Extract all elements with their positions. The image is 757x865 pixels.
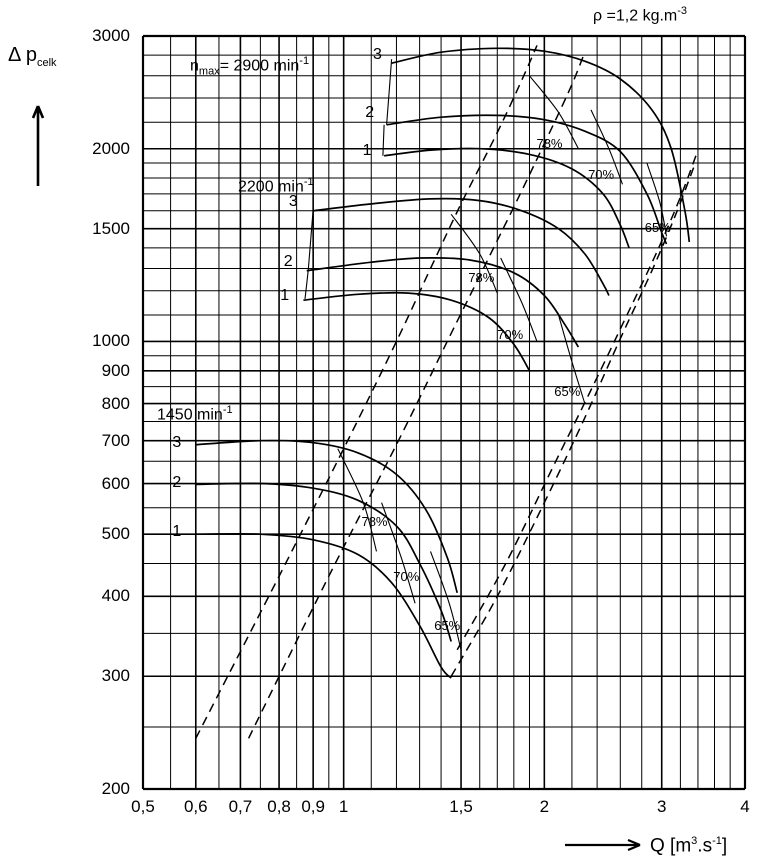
speed-label-1450: 1450 $\min^{-1}$ (157, 404, 233, 424)
curve-number-label: 3 (288, 192, 298, 210)
x-tick-label: 3 (656, 797, 667, 816)
efficiency-label: 70% (393, 569, 420, 585)
curve-number-label: 1 (362, 141, 372, 159)
y-tick-label: 200 (101, 779, 130, 798)
efficiency-label: 65% (644, 219, 671, 235)
curve-number-label: 3 (373, 46, 382, 64)
density-note: ρ =1,2 $kg.m^{-3}$ (593, 5, 688, 25)
left-connector-2900b (383, 125, 384, 156)
x-axis-arrow (565, 840, 640, 850)
y-tick-label: 1000 (92, 331, 130, 351)
x-tick-label: 1,5 (449, 797, 473, 816)
x-axis-title: Q $[m^3.s^{-1}]$ (650, 835, 728, 857)
y-tick-label: 3000 (92, 26, 130, 45)
y-tick-label: 600 (101, 473, 130, 493)
efficiency-label: 78% (361, 514, 388, 530)
curve-1 (196, 534, 451, 678)
x-tick-label: 4 (740, 797, 750, 816)
efficiency-label: 78% (468, 270, 495, 286)
efficiency-label: 70% (497, 326, 524, 342)
x-tick-label: 0,7 (228, 797, 253, 816)
y-tick-label: 400 (101, 586, 130, 606)
x-tick-label: 1 (338, 797, 349, 816)
curve-number-label: 1 (172, 523, 182, 541)
curve-number-label: 3 (172, 433, 182, 451)
left-connector-2900 (387, 59, 392, 125)
efficiency-label: 70% (588, 167, 615, 183)
y-tick-label: 800 (101, 393, 130, 413)
curve-1 (303, 293, 529, 371)
y-tick-label: 500 (101, 524, 130, 544)
x-tick-label: 0,6 (183, 797, 208, 816)
speed-label-2900: $n_{max}= 2900$ $\min^{-1}$ (190, 55, 310, 78)
curve-number-label: 1 (280, 286, 290, 304)
curve-number-label: 2 (172, 473, 182, 491)
efficiency-label: 65% (434, 618, 461, 634)
y-tick-label: 300 (101, 666, 130, 686)
y-tick-label: 2000 (92, 138, 130, 158)
y-tick-label: 900 (101, 360, 130, 380)
curve-number-label: 2 (365, 103, 375, 121)
curve-2 (307, 258, 579, 347)
y-tick-label: 1500 (92, 218, 130, 238)
x-tick-label: 0,9 (301, 797, 325, 816)
x-tick-label: 0,5 (131, 797, 155, 816)
y-axis-title: Δ $p_{celk}$ (8, 44, 57, 69)
curve-2 (196, 483, 451, 641)
y-tick-label: 700 (101, 430, 130, 450)
efficiency-label: 65% (554, 384, 581, 400)
efficiency-label: 78% (536, 135, 563, 151)
curve-number-label: 2 (283, 253, 293, 271)
x-tick-label: 2 (539, 797, 550, 816)
left-connector-2200b (305, 270, 308, 299)
speed-label-2200: 2200 $\min^{-1}$ (238, 176, 314, 196)
eff-line-65-low (431, 551, 462, 649)
y-axis-arrow (33, 106, 43, 186)
x-tick-label: 0,8 (267, 797, 291, 816)
